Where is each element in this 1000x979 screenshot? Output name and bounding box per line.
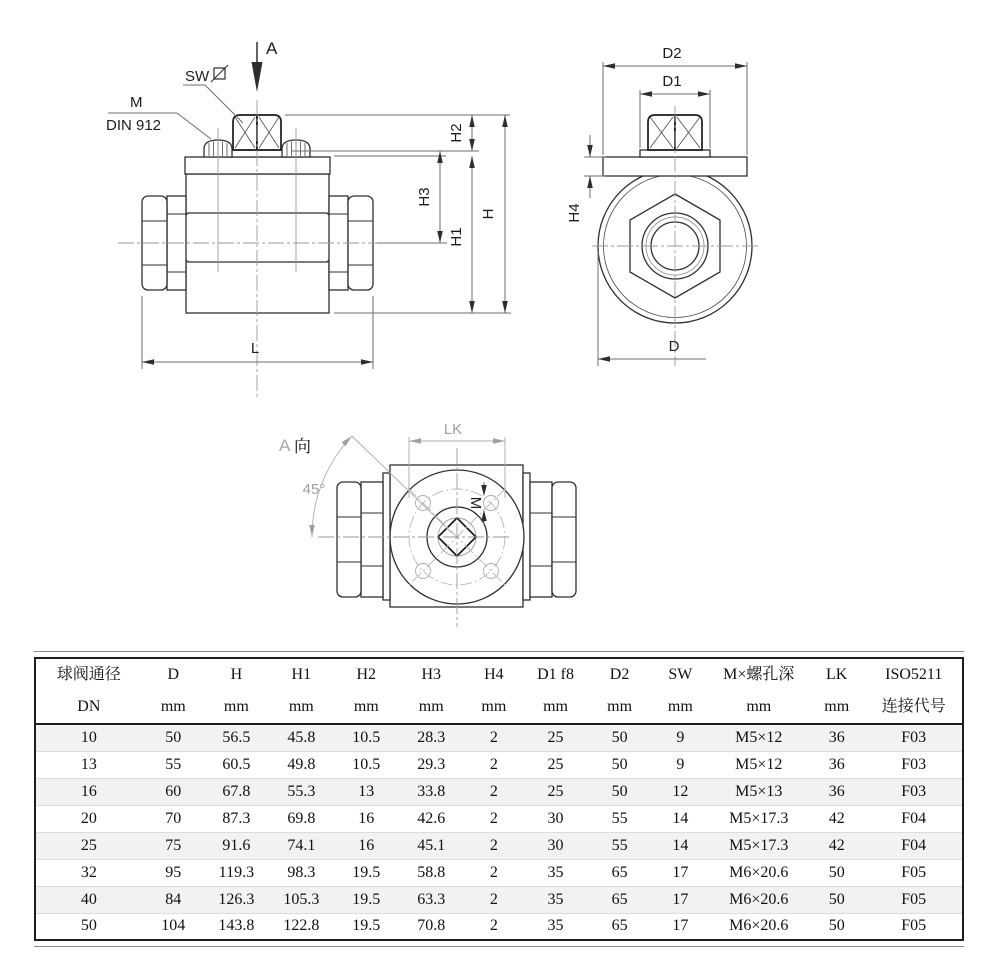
dim-label-d: D <box>668 338 680 355</box>
table-cell: F05 <box>865 913 963 940</box>
table-cell: 25 <box>523 778 588 805</box>
table-cell: M6×20.6 <box>710 859 808 886</box>
table-header-row <box>35 658 963 691</box>
table-cell: 2 <box>465 778 523 805</box>
table-cell: 30 <box>523 832 588 859</box>
dim-label-d1: D1 <box>662 73 682 90</box>
table-cell: 55 <box>588 832 651 859</box>
table-cell: 143.8 <box>205 913 268 940</box>
table-header-cell: mm <box>746 698 772 716</box>
table-row <box>35 832 963 859</box>
table-header-cell: mm <box>288 698 314 716</box>
table-cell: 29.3 <box>398 751 465 778</box>
table-cell: 30 <box>523 805 588 832</box>
dim-label-l: L <box>250 340 260 357</box>
table-cell: 45.8 <box>268 724 335 751</box>
table-cell: 42 <box>808 832 866 859</box>
table-cell: 2 <box>465 805 523 832</box>
dim-label-lk: LK <box>443 421 463 438</box>
table-cell: 104 <box>142 913 205 940</box>
front-view-geometry <box>142 115 373 313</box>
table-cell: 122.8 <box>268 913 335 940</box>
table-header-cell: H3 <box>421 666 441 684</box>
table-cell: 16 <box>35 778 142 805</box>
screw-leader-line-2 <box>177 113 211 139</box>
table-cell: M5×12 <box>710 724 808 751</box>
table-row <box>35 751 963 778</box>
table-header-cell: mm <box>481 698 507 716</box>
dim-label-h4: H4 <box>566 203 583 223</box>
table-cell: 69.8 <box>268 805 335 832</box>
screw-thread-label: M <box>130 94 143 111</box>
table-cell: 32 <box>35 859 142 886</box>
table-header-cell: mm <box>160 698 186 716</box>
table-cell: 35 <box>523 859 588 886</box>
table-header-cell: H2 <box>356 666 377 684</box>
table-cell: M5×17.3 <box>710 805 808 832</box>
table-cell: 36 <box>808 778 866 805</box>
table-cell: 49.8 <box>268 751 335 778</box>
table-cell: 56.5 <box>205 724 268 751</box>
table-header-cell: LK <box>826 666 848 684</box>
screw-standard-label: DIN 912 <box>106 117 162 134</box>
dimension-table-head <box>35 658 963 724</box>
top-view-geometry <box>337 465 576 607</box>
table-cell: 28.3 <box>398 724 465 751</box>
table-header-row <box>35 691 963 724</box>
table-row <box>35 778 963 805</box>
table-cell: 65 <box>588 886 651 913</box>
table-cell: 16 <box>335 805 398 832</box>
table-header-cell: mm <box>824 698 850 716</box>
angle-45-label: 45° <box>302 481 326 498</box>
table-header-cell: D <box>167 666 180 684</box>
table-cell: 50 <box>808 859 866 886</box>
table-row <box>35 886 963 913</box>
table-cell: 50 <box>588 778 651 805</box>
table-cell: 50 <box>588 724 651 751</box>
top-view-a <box>279 421 576 627</box>
table-row <box>35 859 963 886</box>
table-cell: 65 <box>588 859 651 886</box>
table-cell: 84 <box>142 886 205 913</box>
table-cell: 2 <box>465 751 523 778</box>
dimension-table <box>34 657 964 941</box>
table-cell: 50 <box>35 913 142 940</box>
table-header-cell: ISO5211 <box>885 666 943 684</box>
table-cell: 10 <box>35 724 142 751</box>
table-header-cell: DN <box>77 698 101 716</box>
table-header-cell: 球阀通径 <box>56 666 121 684</box>
table-cell: 119.3 <box>205 859 268 886</box>
table-cell: F03 <box>865 751 963 778</box>
table-cell: M5×12 <box>710 751 808 778</box>
dim-label-h: H <box>480 208 497 220</box>
table-cell: 14 <box>651 805 709 832</box>
section-arrow-icon <box>252 42 263 92</box>
table-cell: 50 <box>808 886 866 913</box>
table-cell: M5×17.3 <box>710 832 808 859</box>
stem-sw-label: SW <box>185 68 210 85</box>
table-cell: 70 <box>142 805 205 832</box>
table-header-cell: H <box>230 666 243 684</box>
table-cell: F05 <box>865 886 963 913</box>
table-header-cell: mm <box>418 698 444 716</box>
table-cell: M5×13 <box>710 778 808 805</box>
table-cell: 58.8 <box>398 859 465 886</box>
table-cell: 98.3 <box>268 859 335 886</box>
table-cell: 55 <box>588 805 651 832</box>
table-cell: 9 <box>651 751 709 778</box>
table-header-cell: mm <box>667 698 693 716</box>
table-cell: 45.1 <box>398 832 465 859</box>
table-cell: 50 <box>142 724 205 751</box>
table-cell: 2 <box>465 913 523 940</box>
table-cell: 50 <box>588 751 651 778</box>
square-symbol-icon <box>211 65 228 82</box>
table-cell: 9 <box>651 724 709 751</box>
table-cell: 42.6 <box>398 805 465 832</box>
table-cell: 25 <box>523 724 588 751</box>
dimension-table-body <box>35 724 963 940</box>
section-view-label: A <box>266 39 278 58</box>
table-header-cell: mm <box>543 698 568 716</box>
table-cell: 74.1 <box>268 832 335 859</box>
table-cell: 55 <box>142 751 205 778</box>
table-row <box>35 913 963 940</box>
table-cell: 36 <box>808 724 866 751</box>
view-a-label-cjk: 向 <box>294 437 311 456</box>
table-cell: 50 <box>808 913 866 940</box>
front-view <box>106 39 511 398</box>
table-row <box>35 724 963 751</box>
table-cell: 60 <box>142 778 205 805</box>
table-cell: 2 <box>465 724 523 751</box>
table-cell: 20 <box>35 805 142 832</box>
table-cell: 17 <box>651 913 709 940</box>
table-cell: 17 <box>651 886 709 913</box>
table-cell: M6×20.6 <box>710 913 808 940</box>
table-header-cell: mm <box>607 698 633 716</box>
table-header-cell: D1 f8 <box>537 666 574 684</box>
table-cell: 36 <box>808 751 866 778</box>
table-cell: 19.5 <box>335 859 398 886</box>
table-cell: F05 <box>865 859 963 886</box>
side-view <box>566 45 758 366</box>
dim-label-h2: H2 <box>448 123 465 143</box>
table-cell: F04 <box>865 832 963 859</box>
table-cell: M6×20.6 <box>710 886 808 913</box>
table-cell: 19.5 <box>335 913 398 940</box>
table-cell: 10.5 <box>335 751 398 778</box>
table-cell: 60.5 <box>205 751 268 778</box>
table-cell: 55.3 <box>268 778 335 805</box>
dim-label-h1: H1 <box>448 227 465 247</box>
dim-label-d2: D2 <box>662 45 682 62</box>
table-cell: 13 <box>35 751 142 778</box>
table-header-cell: SW <box>668 666 693 684</box>
table-cell: 63.3 <box>398 886 465 913</box>
table-cell: 91.6 <box>205 832 268 859</box>
table-header-cell: H1 <box>291 666 312 684</box>
table-top-rule <box>34 651 964 652</box>
table-cell: 25 <box>35 832 142 859</box>
table-cell: 42 <box>808 805 866 832</box>
table-cell: 17 <box>651 859 709 886</box>
thread-m-label: M <box>467 496 484 510</box>
table-cell: 126.3 <box>205 886 268 913</box>
table-cell: 35 <box>523 886 588 913</box>
table-cell: 35 <box>523 913 588 940</box>
table-header-cell: H4 <box>484 666 504 684</box>
table-cell: 75 <box>142 832 205 859</box>
table-cell: 10.5 <box>335 724 398 751</box>
table-cell: 12 <box>651 778 709 805</box>
table-cell: 25 <box>523 751 588 778</box>
view-a-label-letter: A <box>279 436 291 455</box>
table-cell: F04 <box>865 805 963 832</box>
table-cell: 40 <box>35 886 142 913</box>
table-header-cell: mm <box>223 698 249 716</box>
table-cell: 16 <box>335 832 398 859</box>
table-row <box>35 805 963 832</box>
table-header-cell: mm <box>353 698 379 716</box>
table-cell: 87.3 <box>205 805 268 832</box>
table-cell: 2 <box>465 859 523 886</box>
table-cell: 65 <box>588 913 651 940</box>
table-cell: 19.5 <box>335 886 398 913</box>
table-cell: F03 <box>865 778 963 805</box>
table-cell: 2 <box>465 886 523 913</box>
table-cell: 33.8 <box>398 778 465 805</box>
table-cell: 67.8 <box>205 778 268 805</box>
table-cell: 13 <box>335 778 398 805</box>
table-cell: 70.8 <box>398 913 465 940</box>
table-cell: 2 <box>465 832 523 859</box>
table-cell: F03 <box>865 724 963 751</box>
dim-label-h3: H3 <box>416 187 433 207</box>
table-cell: 105.3 <box>268 886 335 913</box>
table-cell: 14 <box>651 832 709 859</box>
table-header-cell: D2 <box>609 666 630 684</box>
table-bottom-rule <box>34 946 964 947</box>
table-header-cell: M×螺孔深 <box>723 666 795 684</box>
table-header-cell: 连接代号 <box>881 698 946 716</box>
table-cell: 95 <box>142 859 205 886</box>
